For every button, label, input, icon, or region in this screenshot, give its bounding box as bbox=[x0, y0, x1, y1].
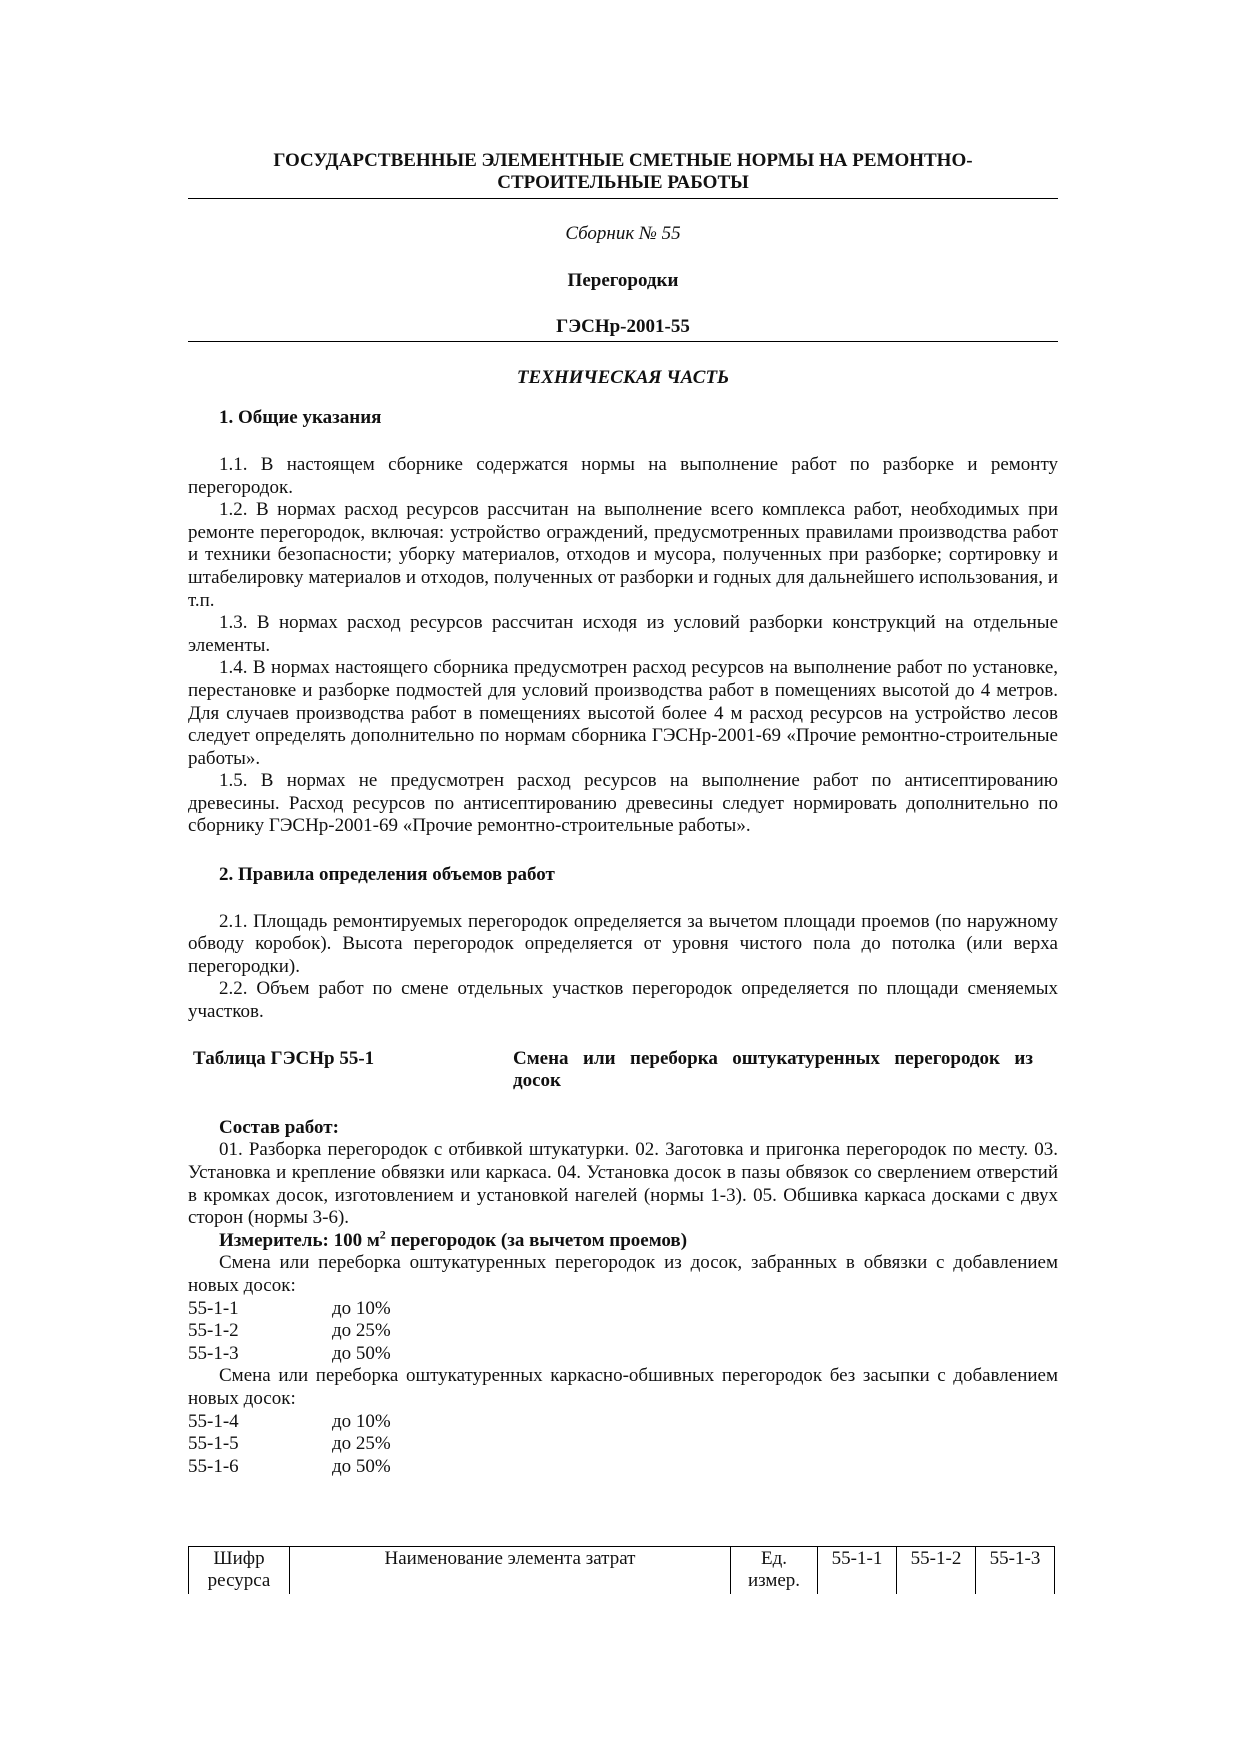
norm-row: 55-1-5 до 25% bbox=[188, 1433, 391, 1455]
norm-row: 55-1-6 до 50% bbox=[188, 1455, 391, 1477]
paragraph-1-3: 1.3. В нормах расход ресурсов рассчитан исходя из условий разборки конструкций на отдельные элементы. bbox=[188, 612, 1058, 656]
paragraph-2-1: 2.1. Площадь ремонтируемых перегородок определяется за вычетом площади проемов (по наружному обводу коробок). Высота перегородок определяется от уровня чистого пола до потолка (или верха перегородки). bbox=[188, 910, 1058, 977]
norm-row: 55-1-4 до 10% bbox=[188, 1410, 391, 1432]
group-1-text: Смена или переборка оштукатуренных перегородок из досок, забранных в обвязки с добавлением новых досок: bbox=[188, 1252, 1058, 1296]
document-page bbox=[188, 150, 1058, 1478]
table-title: Смена или переборка оштукатуренных перегородок из досок bbox=[513, 1047, 1033, 1092]
resource-table bbox=[188, 1546, 1055, 1594]
title-rule bbox=[188, 198, 1058, 199]
col-header-element-name: Наименование элемента затрат bbox=[290, 1547, 731, 1595]
norm-row: 55-1-1 до 10% bbox=[188, 1297, 391, 1319]
col-header-resource-code: Шифр ресурса bbox=[189, 1547, 290, 1595]
group-2-list bbox=[188, 1411, 1058, 1479]
paragraph-1-4: 1.4. В нормах настоящего сборника предусмотрен расход ресурсов на выполнение работ по установке, перестановке и разборке подмостей для условий производства работ в помещениях высотой до 4 метров. Для случаев производства работ в помещениях высотой более 4 м расход ресурсов на устройство лесов следует определять дополнительно по нормам сборника ГЭСНр-2001-69 «Прочие ремонтно-строительные работы». bbox=[188, 657, 1058, 769]
collection-number: Сборник № 55 bbox=[565, 223, 681, 244]
collection-subject: Перегородки bbox=[567, 269, 679, 291]
norm-row: 55-1-3 до 50% bbox=[188, 1342, 391, 1364]
collection-code: ГЭСНр-2001-55 bbox=[188, 316, 1058, 342]
composition-label: Состав работ: bbox=[219, 1116, 339, 1138]
col-header-55-1-1: 55-1-1 bbox=[818, 1547, 897, 1595]
composition-text: 01. Разборка перегородок с отбивкой штукатурки. 02. Заготовка и пригонка перегородок по месту. 03. Установка и крепление обвязки или каркаса. 04. Установка досок в пазы обвязок со сверлением отверстий в кромках досок, изготовлением и установкой нагелей (нормы 1-3). 05. Обшивка каркаса досками с двух сторон (нормы 3-6). bbox=[188, 1139, 1058, 1229]
paragraph-1-1: 1.1. В настоящем сборнике содержатся нормы на выполнение работ по разборке и ремонту перегородок. bbox=[188, 453, 1058, 498]
table-label: Таблица ГЭСНр 55-1 bbox=[193, 1047, 375, 1069]
document-title: ГОСУДАРСТВЕННЫЕ ЭЛЕМЕНТНЫЕ СМЕТНЫЕ НОРМЫ НА РЕМОНТНО-СТРОИТЕЛЬНЫЕ РАБОТЫ bbox=[273, 150, 973, 193]
section-1-heading: 1. Общие указания bbox=[219, 407, 382, 429]
norm-row: 55-1-2 до 25% bbox=[188, 1320, 391, 1342]
col-header-unit: Ед. измер. bbox=[731, 1547, 818, 1595]
col-header-55-1-3: 55-1-3 bbox=[976, 1547, 1055, 1595]
group-2-text: Смена или переборка оштукатуренных каркасно-обшивных перегородок без засыпки с добавлением новых досок: bbox=[188, 1365, 1058, 1409]
meter-line: Измеритель: 100 $м^2$ перегородок (за вычетом проемов) bbox=[219, 1227, 688, 1251]
group-1-list bbox=[188, 1298, 1058, 1366]
table-header-row bbox=[189, 1547, 1055, 1595]
col-header-55-1-2: 55-1-2 bbox=[897, 1547, 976, 1595]
paragraph-2-2: 2.2. Объем работ по смене отдельных участков перегородок определяется по площади сменяемых участков. bbox=[188, 978, 1058, 1023]
section-2-heading: 2. Правила определения объемов работ bbox=[219, 864, 555, 886]
tech-part-heading: ТЕХНИЧЕСКАЯ ЧАСТЬ bbox=[516, 366, 730, 388]
paragraph-1-5: 1.5. В нормах не предусмотрен расход ресурсов на выполнение работ по антисептированию древесины. Расход ресурсов по антисептированию древесины следует нормировать дополнительно по сборнику ГЭСНр-2001-69 «Прочие ремонтно-строительные работы». bbox=[188, 770, 1058, 837]
paragraph-1-2: 1.2. В нормах расход ресурсов рассчитан на выполнение всего комплекса работ, необходимых при ремонте перегородок, включая: устройство ограждений, предусмотренных правилами производства работ и техники безопасности; уборку материалов, отходов и мусора, полученных при разборке; сортировку и штабелировку материалов и отходов, полученных от разборки и годных для дальнейшего использования, и т.п. bbox=[188, 499, 1058, 611]
table-heading bbox=[188, 1048, 1058, 1093]
